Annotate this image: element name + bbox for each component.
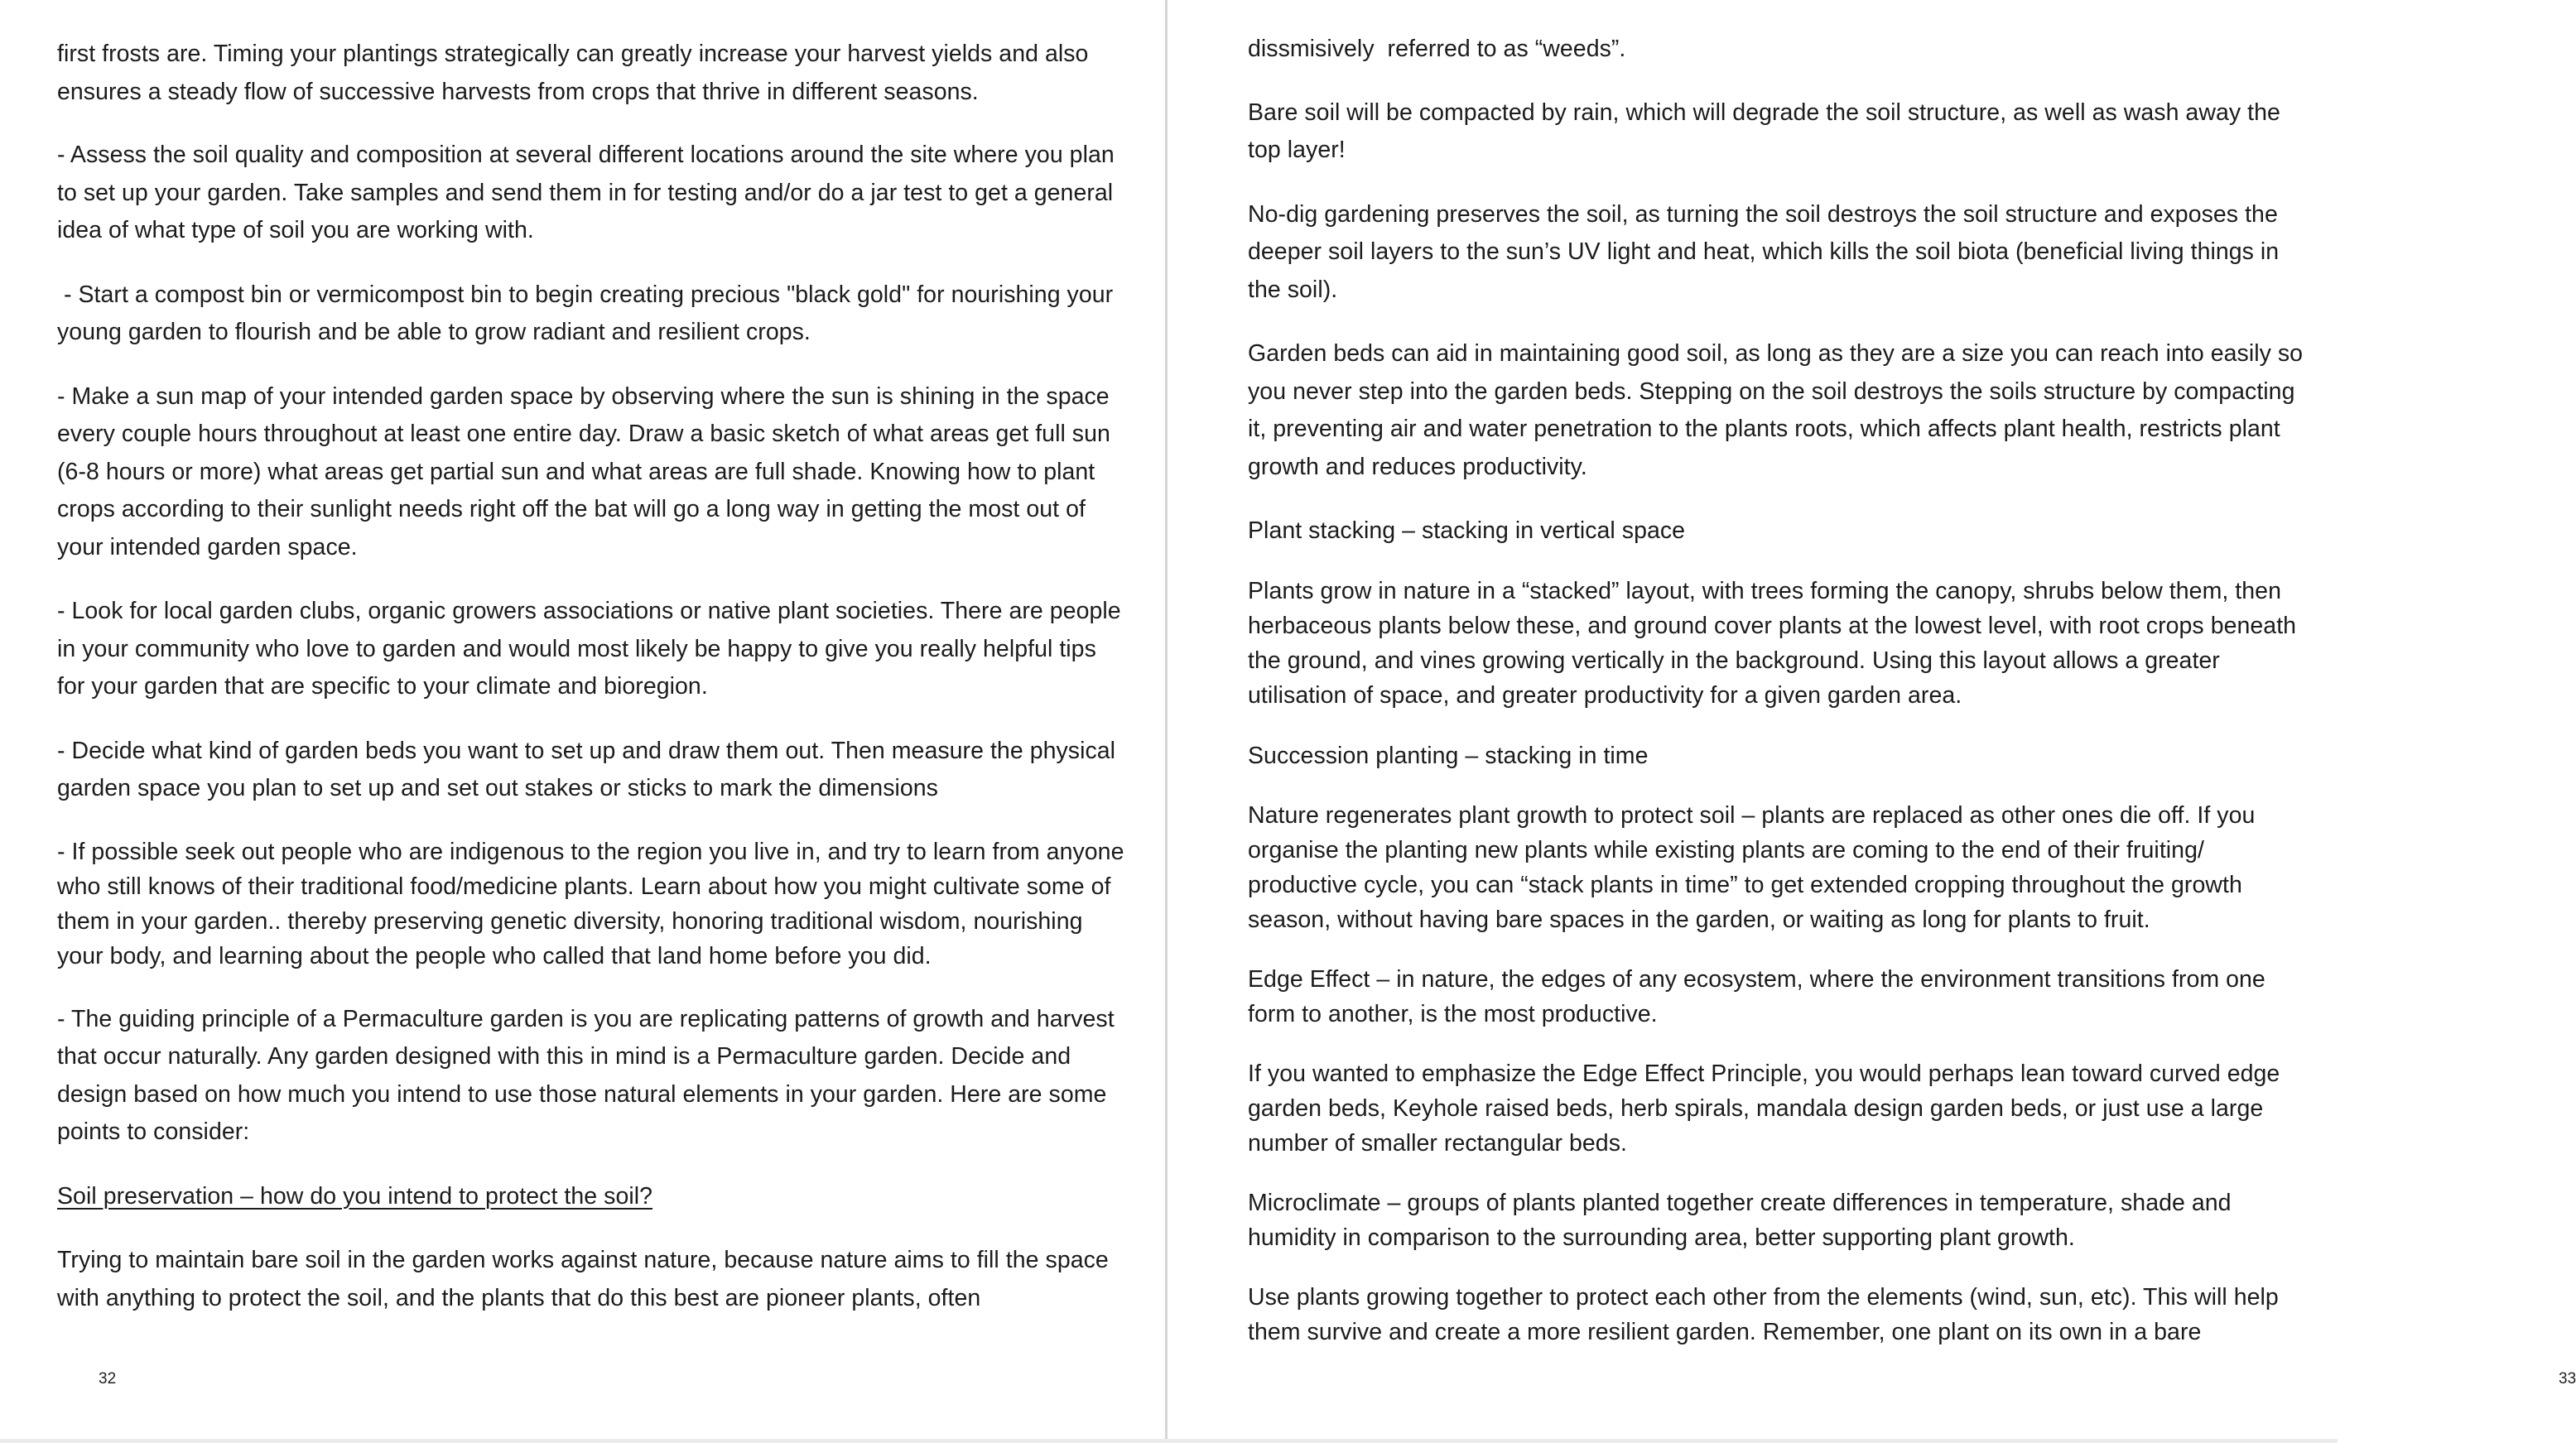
paragraph-edge-effect-principle: If you wanted to emphasize the Edge Effect Principle, you would perhaps lean toward curved edge garden beds, Keyhole raised beds, herb spirals, mandala design garden beds, or just use a large number of smaller rectangular beds. [1248,1061,2280,1157]
paragraph-compost-bin: - Start a compost bin or vermicompost bin to begin creating precious "black gold" for nourishing your young garden to flourish and be able to grow radiant and resilient crops. [57,281,1120,345]
right-page [1168,0,2576,1441]
page-number-right: 33 [2559,1370,2576,1388]
paragraph-no-dig: No-dig gardening preserves the soil, as turning the soil destroys the soil structure and exposes the deeper soil layers to the sun’s UV light and heat, which kills the soil biota (beneficial living things in the soil). [1248,200,2280,303]
paragraph-edge-effect: Edge Effect – in nature, the edges of any ecosystem, where the environment transitions from one form to another, is the most productive. [1248,966,2265,1027]
paragraph-sun-map: - Make a sun map of your intended garden space by observing where the sun is shining in the space every couple hours throughout at least one entire day. Draw a basic sketch of what areas get full sun (6-8 hours or more) what areas get partial sun and what areas are full shade. Knowing how to plant crops according to their sunlight needs right off the bat will go a long way in getting the most out of your intended garden space. [57,382,1110,560]
paragraph-nature-regenerates: Nature regenerates plant growth to protect soil – plants are replaced as other ones die off. If you organise the planting new plants while existing plants are coming to the end of their fruiting/ productive cycle, you can “stack plants in time” to get extended cropping throughout the growth season, without having bare spaces in the garden, or waiting as long for plants to fruit. [1248,802,2256,933]
paragraph-garden-clubs: - Look for local garden clubs, organic growers associations or native plant societies. There are people in your community who love to garden and would most likely be happy to give you really helpful tips for your garden that are specific to your climate and bioregion. [57,598,1121,700]
paragraph-bare-soil-nature: Trying to maintain bare soil in the garden works against nature, because nature aims to fill the space with anything to protect the soil, and the plants that do this best are pioneer plants, often [57,1247,1109,1311]
paragraph-garden-beds: - Decide what kind of garden beds you want to set up and draw them out. Then measure the physical garden space you plan to set up and set out stakes or sticks to mark the dimensions [57,737,1116,801]
paragraph-weeds: dissmisively referred to as “weeds”. [1248,36,1626,62]
soil-preservation-label: Soil preservation – how do you intend to protect the soil? [57,1182,653,1210]
paragraph-protect-each-other: Use plants growing together to protect each other from the elements (wind, sun, etc). This will help them survive and create a more resilient garden. Remember, one plant on its own in a bare [1248,1284,2279,1345]
paragraph-guiding-principle: - The guiding principle of a Permaculture garden is you are replicating patterns of growth and harvest that occur naturally. Any garden designed with this in mind is a Permaculture garden. Decide and design based on how much you intend to use those natural elements in your garden. Here are some points to consider: [57,1005,1115,1145]
heading-plant-stacking: Plant stacking – stacking in vertical space [1248,517,1686,544]
paragraph-frosts: first frosts are. Timing your plantings strategically can greatly increase your harvest yields and also ensures a steady flow of successive harvests from crops that thrive in different seasons. [57,41,1089,105]
paragraph-indigenous: - If possible seek out people who are indigenous to the region you live in, and try to learn from anyone who still knows of their traditional food/medicine plants. Learn about how you might cultivate some of them in your garden.. thereby preserving genetic diversity, honoring traditional wisdom, nourishing your body, and learning about the people who called that land home before you did. [57,838,1124,969]
page-bottom-edge [0,1439,2338,1443]
heading-succession-planting: Succession planting – stacking in time [1248,742,1649,769]
right-page-text [1248,31,2316,1376]
paragraph-microclimate: Microclimate – groups of plants planted together create differences in temperature, shade and humidity in comparison to the surrounding area, better supporting plant growth. [1248,1190,2232,1251]
paragraph-garden-beds-soil: Garden beds can aid in maintaining good soil, as long as they are a size you can reach into easily so you never step into the garden beds. Stepping on the soil destroys the soils structure by compacting it, preventing air and water penetration to the plants roots, which affects plant health, restricts plant growth and reduces productivity. [1248,340,2304,480]
left-page [0,0,1166,1441]
heading-soil-preservation [57,1178,1125,1216]
left-page-text [57,36,1125,1344]
paragraph-stacked-layout: Plants grow in nature in a “stacked” layout, with trees forming the canopy, shrubs below them, then herbaceous plants below these, and ground cover plants at the lowest level, with root crops beneath the ground, and vines growing vertically in the background. Using this layout allows a greater utilisation of space, and greater productivity for a given garden area. [1248,577,2297,709]
paragraph-rain-compaction: Bare soil will be compacted by rain, which will degrade the soil structure, as well as wash away the top layer! [1248,99,2280,163]
page-number-left: 32 [99,1370,117,1388]
paragraph-assess-soil: - Assess the soil quality and composition at several different locations around the site where you plan to set up your garden. Take samples and send them in for testing and/or do a jar test to get a general idea of what type of soil you are working with. [57,142,1115,243]
